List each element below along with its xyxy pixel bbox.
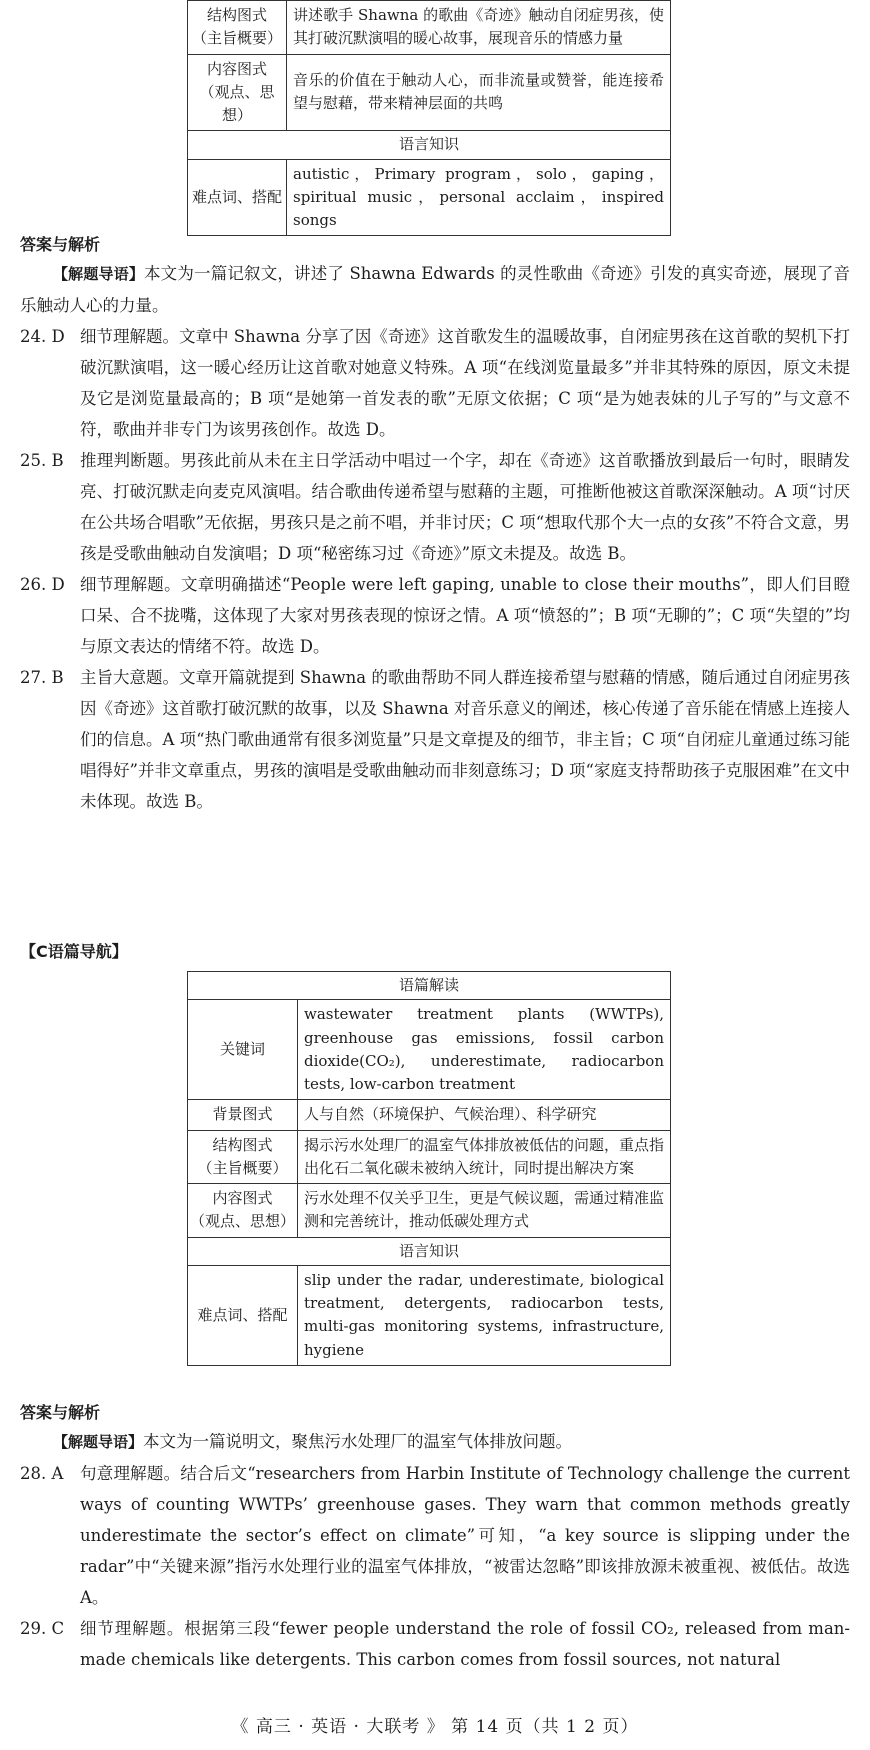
answer-item <box>20 662 850 817</box>
table-row <box>188 1237 671 1265</box>
answer-number: 29. C <box>20 1619 65 1638</box>
section-c-heading: 【C语篇导航】 <box>20 942 128 961</box>
answer-number: 27. B <box>20 668 64 687</box>
table-row <box>188 1184 671 1238</box>
page-footer: 《 高三 · 英语 · 大联考 》 第 14 页（共 1 2 页） <box>231 1717 639 1737</box>
language-knowledge-header: 语言知识 <box>188 1237 671 1265</box>
structure-label <box>188 1130 298 1184</box>
answer-explanation: 句意理解题。结合后文“researchers from Harbin Institute of Technology challenge the current ways of counting WWTPs’ greenhouse gases. They warn that common methods greatly underestimate the sector’s effect on climate”可知，“a key source is slipping under the radar”中“关键来源”指污水处理行业的温室气体排放，“被雷达忽略”即该排放源未被重视、被低估。故选 A。 <box>80 1464 850 1607</box>
answer-number: 24. D <box>20 327 65 346</box>
background-label: 背景图式 <box>188 1100 298 1130</box>
guide-text: 本文为一篇记叙文，讲述了 Shawna Edwards 的灵性歌曲《奇迹》引发的真实奇迹，展现了音乐触动人心的力量。 <box>20 264 850 315</box>
answer-item <box>20 321 850 445</box>
answer-item <box>20 445 850 569</box>
answer-heading-c: 答案与解析 <box>20 1403 101 1422</box>
answer-explanation: 推理判断题。男孩此前从未在主日学活动中唱过一个字，却在《奇迹》这首歌播放到最后一句时，眼睛发亮、打破沉默走向麦克风演唱。结合歌曲传递希望与慰藉的主题，可推断他被这首歌深深触动。A 项“讨厌在公共场合唱歌”无依据，男孩只是之前不唱，并非讨厌；C 项“想取代那个大一点的女孩”不符合文意，男孩是受歌曲触动自发演唱；D 项“秘密练习过《奇迹》”原文未提及。故选 B。 <box>80 451 850 563</box>
label-line-2: （主旨概要） <box>197 1158 288 1177</box>
guide-paragraph <box>20 258 850 321</box>
background-value: 人与自然（环境保护、气候治理）、科学研究 <box>298 1100 671 1130</box>
answer-item <box>20 1458 850 1613</box>
passage-b-guide-table <box>187 0 671 236</box>
difficult-words-value: slip under the radar, underestimate, biological treatment, detergents, radiocarbon tests, multi-gas monitoring systems, infrastructure, hygiene <box>298 1265 671 1365</box>
answer-explanation: 细节理解题。文章中 Shawna 分享了因《奇迹》这首歌发生的温暖故事，自闭症男孩在这首歌的契机下打破沉默演唱，这一暖心经历让这首歌对她意义特殊。A 项“在线浏览量最多”并非其特殊的原因，原文未提及它是浏览量最高的；B 项“是她第一首发表的歌”无原文依据；C 项“是为她表妹的儿子写的”与文意不符，歌曲并非专门为该男孩创作。故选 D。 <box>80 327 850 439</box>
passage-reading-header: 语篇解读 <box>188 972 671 1000</box>
answer-explanation: 主旨大意题。文章开篇就提到 Shawna 的歌曲帮助不同人群连接希望与慰藉的情感，随后通过自闭症男孩因《奇迹》这首歌打破沉默的故事，以及 Shawna 对音乐意义的阐述，核心传递了音乐能在情感上连接人们的信息。A 项“热门歌曲通常有很多浏览量”只是文章提及的细节，非主旨；C 项“自闭症儿童通过练习能唱得好”并非文章重点，男孩的演唱是受歌曲触动而非刻意练习；D 项“家庭支持帮助孩子克服困难”在文中未体现。故选 B。 <box>80 668 850 811</box>
table-row <box>188 159 671 236</box>
content-value: 音乐的价值在于触动人心，而非流量或赞誉，能连接希望与慰藉，带来精神层面的共鸣 <box>287 54 671 131</box>
guide-tag: 【解题导语】 <box>53 265 145 283</box>
table-row <box>188 131 671 159</box>
section-b-answers <box>20 258 850 817</box>
label-line-1: 结构图式 <box>212 1135 273 1154</box>
table-row <box>188 1000 671 1100</box>
answer-number: 26. D <box>20 575 65 594</box>
keywords-label: 关键词 <box>188 1000 298 1100</box>
label-line-2: （观点、思想） <box>199 82 275 124</box>
content-value: 污水处理不仅关乎卫生，更是气候议题，需通过精准监测和完善统计，推动低碳处理方式 <box>298 1184 671 1238</box>
label-line-1: 内容图式 <box>206 59 267 78</box>
table-row <box>188 1100 671 1130</box>
content-label <box>188 54 287 131</box>
answer-explanation: 细节理解题。文章明确描述“People were left gaping, unable to close their mouths”，即人们目瞪口呆、合不拢嘴，这体现了大家对男孩表现的惊讶之情。A 项“愤怒的”；B 项“无聊的”；C 项“失望的”均与原文表达的情绪不符。故选 D。 <box>80 575 850 656</box>
guide-paragraph <box>20 1426 850 1458</box>
answer-number: 25. B <box>20 451 64 470</box>
guide-text: 本文为一篇说明文，聚焦污水处理厂的温室气体排放问题。 <box>143 1432 573 1451</box>
label-line-1: 结构图式 <box>206 6 267 24</box>
table-row <box>188 1265 671 1365</box>
answer-item <box>20 1613 850 1675</box>
structure-value: 讲述歌手 Shawna 的歌曲《奇迹》触动自闭症男孩，使其打破沉默演唱的暖心故事，展现音乐的情感力量 <box>287 1 671 55</box>
keywords-value: wastewater treatment plants (WWTPs), greenhouse gas emissions, fossil carbon dioxide(CO₂), underestimate, radiocarbon tests, low-carbon treatment <box>298 1000 671 1100</box>
content-label <box>188 1184 298 1238</box>
table-row <box>188 972 671 1000</box>
difficult-words-value: autistic，Primary program，solo，gaping，spiritual music，personal acclaim，inspired songs <box>287 159 671 236</box>
answer-number: 28. A <box>20 1464 64 1483</box>
language-knowledge-header: 语言知识 <box>188 131 671 159</box>
difficult-words-label: 难点词、搭配 <box>188 159 287 236</box>
guide-tag: 【解题导语】 <box>53 1433 144 1451</box>
answer-explanation: 细节理解题。根据第三段“fewer people understand the role of fossil CO₂, released from man-made chemicals like detergents. This carbon comes from fossil sources, not natural <box>80 1619 850 1669</box>
table-row <box>188 1 671 55</box>
label-line-1: 内容图式 <box>212 1189 273 1207</box>
label-line-2: （主旨概要） <box>191 29 282 48</box>
label-line-2: （观点、思想） <box>190 1212 296 1231</box>
answer-item <box>20 569 850 662</box>
table-row <box>188 54 671 131</box>
answer-heading-b: 答案与解析 <box>20 235 101 254</box>
structure-label <box>188 1 287 55</box>
passage-c-guide-table <box>187 971 671 1366</box>
difficult-words-label: 难点词、搭配 <box>188 1265 298 1365</box>
structure-value: 揭示污水处理厂的温室气体排放被低估的问题，重点指出化石二氧化碳未被纳入统计，同时提出解决方案 <box>298 1130 671 1184</box>
table-row <box>188 1130 671 1184</box>
section-c-answers <box>20 1426 850 1675</box>
